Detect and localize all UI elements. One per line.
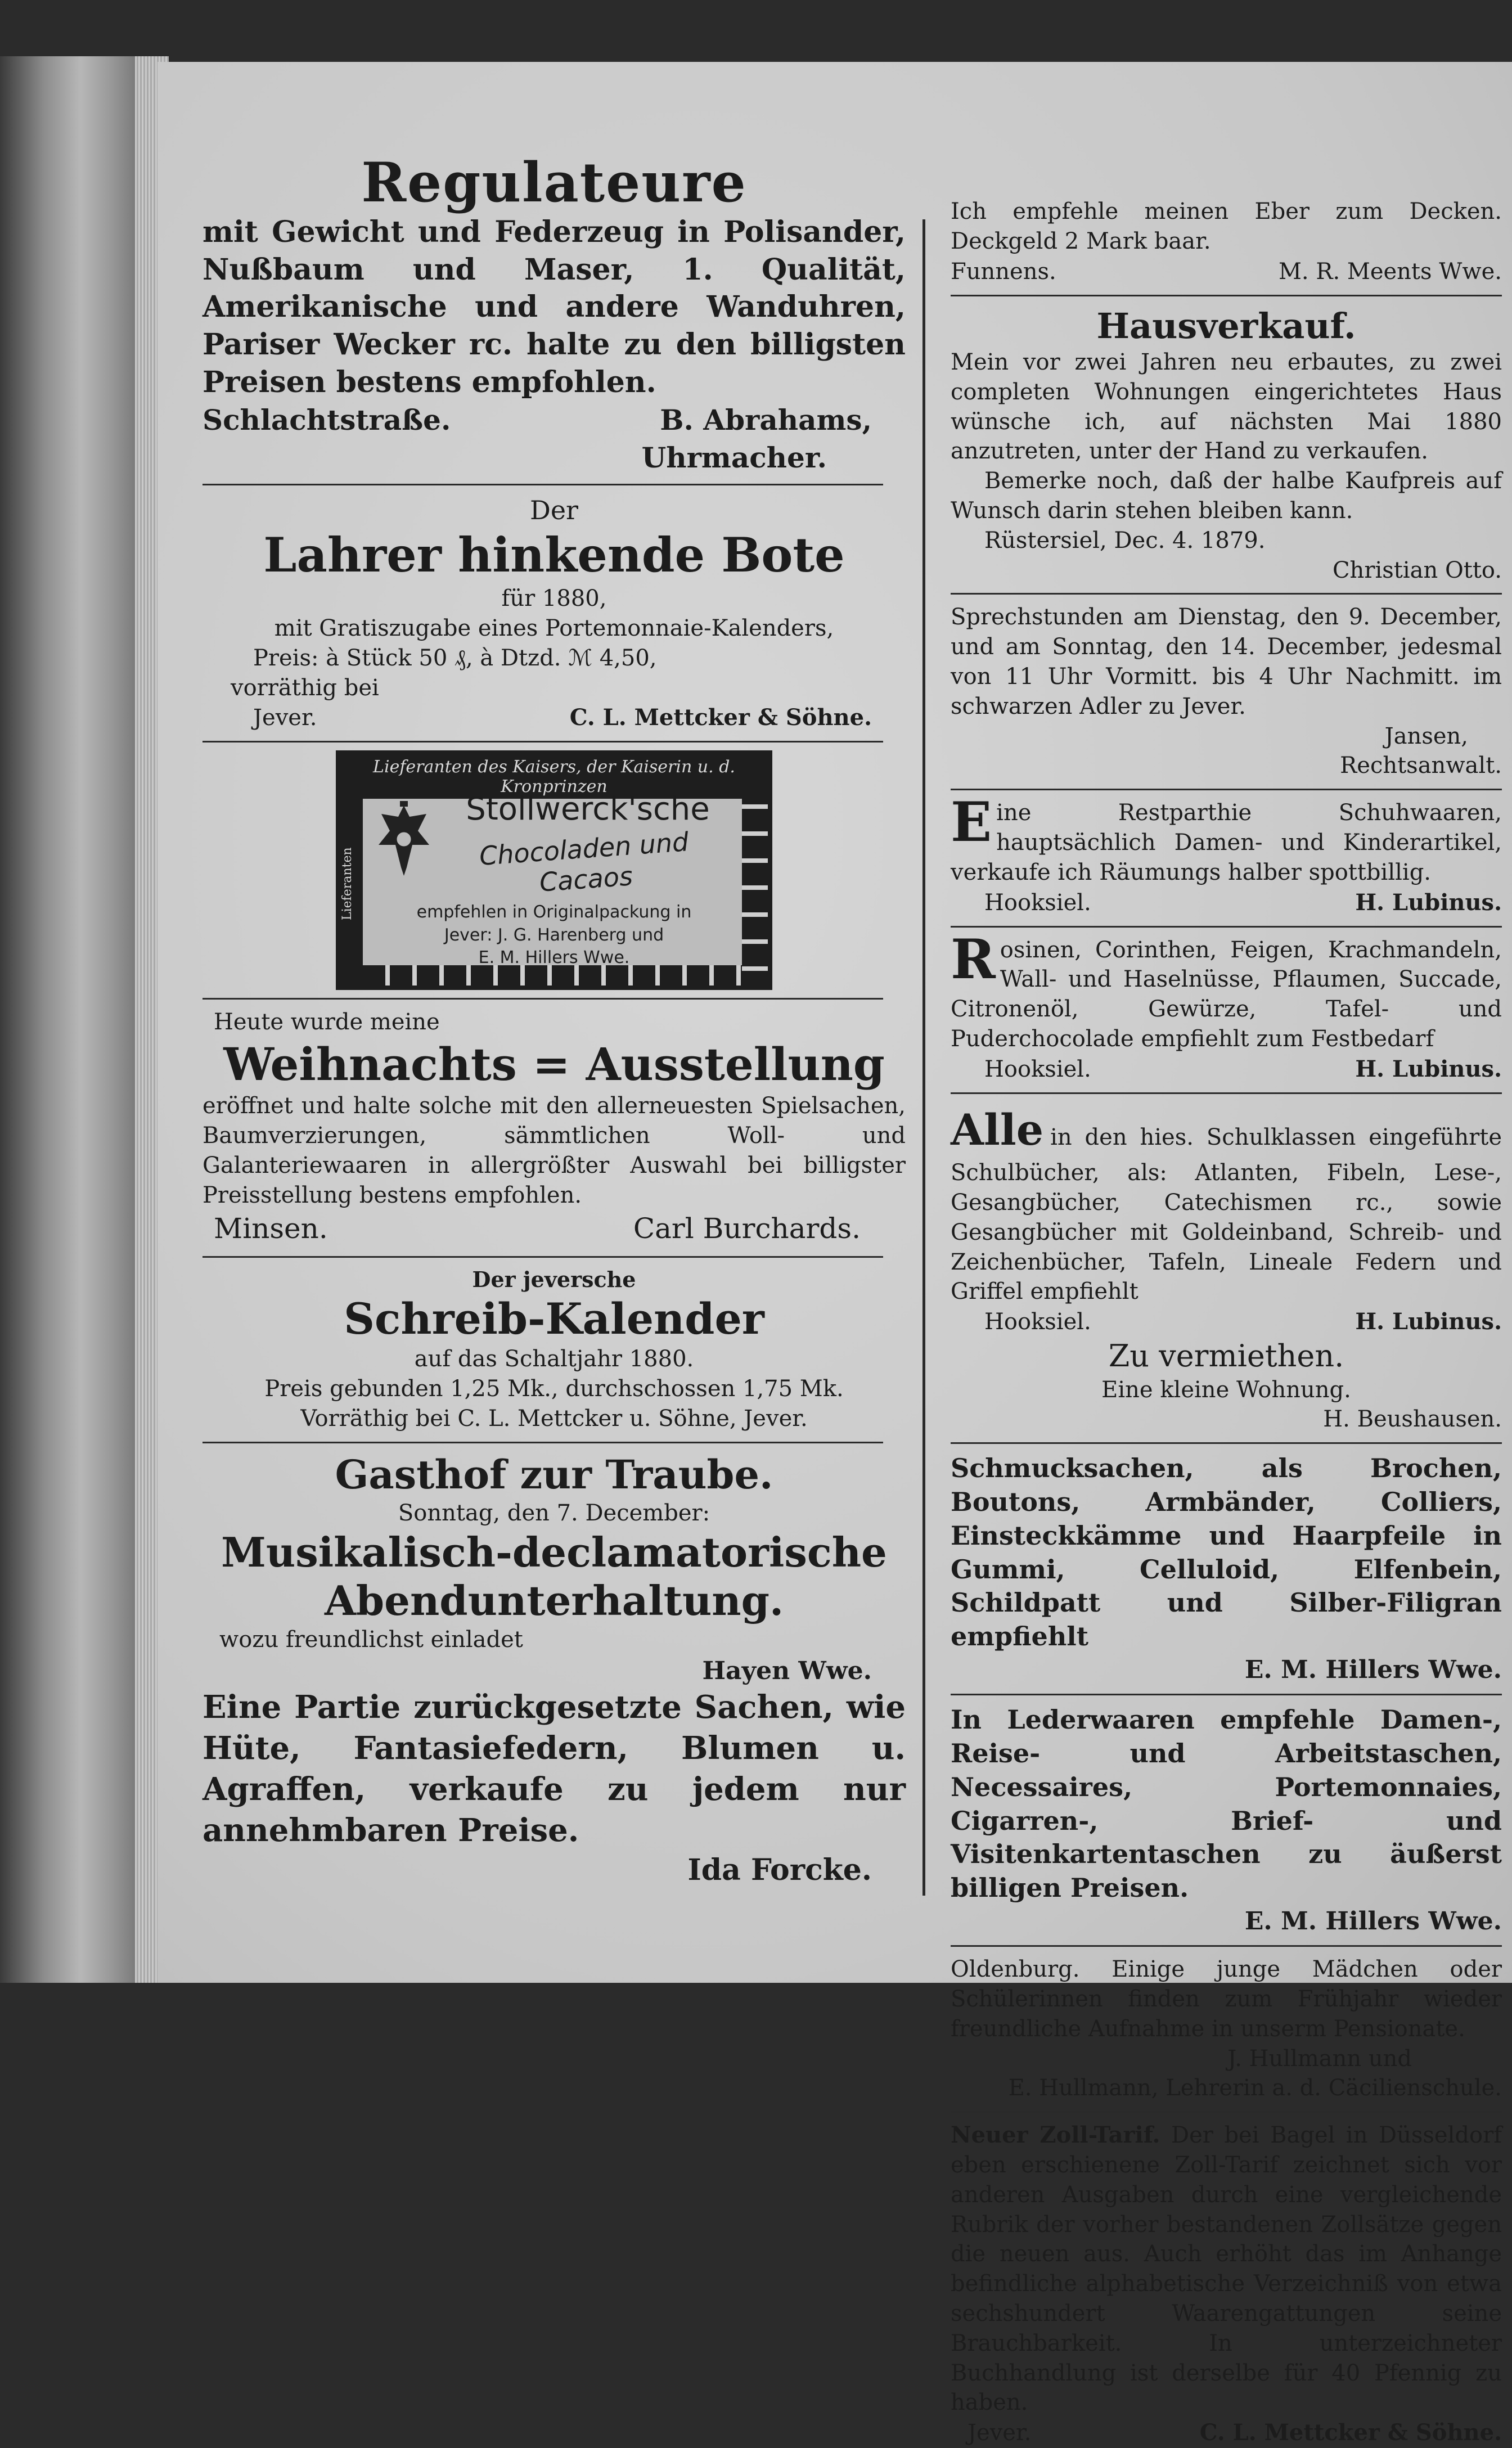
ad-line: für 1880,	[501, 586, 607, 612]
ad-weihnachts-ausstellung	[202, 1007, 906, 1248]
right-column	[951, 197, 1502, 2448]
ad-text: Schmucksachen, als Brochen, Boutons, Armbänder, Colliers, Einsteckkämme und Haarpfeile in Gummi, Celluloid, Elfenbein, Schildpatt und Silber-Filigran empfiehlt	[951, 1453, 1502, 1652]
divider	[202, 1256, 883, 1258]
ad-regulateure	[202, 152, 906, 476]
ad-place: Hooksiel.	[984, 889, 1091, 916]
ad-sprechstunden	[951, 602, 1502, 781]
ad-stollwerck	[202, 750, 906, 990]
decorative-border	[742, 782, 768, 986]
stollwerck-brand: Stollwerck'sche	[466, 791, 710, 828]
ad-signature: Hayen Wwe.	[702, 1657, 872, 1686]
ad-place-date: Rüstersiel, Dec. 4. 1879.	[984, 527, 1266, 554]
ad-invite: wozu freundlichst einladet	[219, 1627, 523, 1653]
ad-place: Schlachtstraße.	[202, 403, 451, 437]
ad-text: in den hies. Schulklassen eingeführte Schulbücher, als: Atlanten, Fibeln, Lese-, Gesangbücher, Catechismen rc., sowie Gesangbücher mit Goldeinband, Schreib- und Zeichenbücher, Tafeln, Lineale Federn und Griffel empfiehlt	[951, 1124, 1502, 1305]
divider	[951, 926, 1502, 928]
divider	[951, 593, 1502, 595]
ad-text: Oldenburg. Einige junge Mädchen oder Schülerinnen finden zum Frühjahr wieder freundliche Aufnahme in unserm Pensionate.	[951, 1956, 1502, 2042]
ad-signature: Rechtsanwalt.	[1340, 753, 1502, 779]
ad-line: mit Gratiszugabe eines Portemonnaie-Kalenders,	[274, 615, 834, 641]
ad-line: Preis: à Stück 50 ₰, à Dtzd. ℳ 4,50,	[253, 645, 657, 671]
ad-line: E. M. Hillers Wwe.	[478, 948, 630, 968]
ad-line: vorräthig bei	[231, 674, 379, 701]
stollwerck-side-label: Lieferanten	[340, 782, 363, 986]
eagle-crest-icon	[373, 800, 435, 879]
ad-signature: C. L. Mettcker & Söhne.	[1199, 2419, 1502, 2446]
ad-signature: H. Lubinus.	[1355, 889, 1502, 916]
ad-date: Sonntag, den 7. December:	[398, 1500, 710, 1526]
ad-schuhwaaren	[951, 790, 1502, 917]
ad-signature: Ida Forcke.	[687, 1852, 872, 1887]
stollwerck-graphic	[336, 750, 772, 990]
ad-signature-row	[951, 2418, 1502, 2448]
ad-pensionat	[951, 1955, 1502, 2103]
ad-signature: Carl Burchards.	[633, 1212, 861, 1245]
ad-place: Minsen.	[214, 1212, 328, 1245]
ad-signature-row	[951, 888, 1502, 918]
ad-line: auf das Schaltjahr 1880.	[414, 1346, 694, 1372]
divider	[951, 1442, 1502, 1444]
ad-text: In Lederwaaren empfehle Damen-, Reise- und Arbeitstaschen, Necessaires, Portemonnaies, Cigarren-, Brief- und Visitenkartentaschen zu äußerst billigen Preisen.	[951, 1704, 1502, 1904]
divider	[202, 741, 883, 742]
ad-line: Jever: J. G. Harenberg und	[444, 925, 664, 945]
ad-line: Vorräthig bei C. L. Mettcker u. Söhne, Jever.	[300, 1405, 808, 1432]
ad-signature: E. M. Hillers Wwe.	[1244, 1655, 1502, 1684]
drop-cap: R	[951, 927, 996, 991]
ad-line: Preis gebunden 1,25 Mk., durchschossen 1,75 Mk.	[264, 1376, 844, 1402]
ad-hausverkauf	[951, 304, 1502, 586]
divider	[951, 1092, 1502, 1094]
stollwerck-banner: Lieferanten des Kaisers, der Kaiserin u. d. Kronprinzen	[340, 755, 768, 799]
ad-body	[951, 790, 1502, 887]
ad-pre: Heute wurde meine	[214, 1009, 440, 1036]
divider	[202, 998, 883, 1000]
ad-title: Regulateure	[361, 151, 747, 214]
ad-hinkende-bote	[202, 493, 906, 734]
ad-place: Jever.	[253, 705, 317, 731]
ad-title: Gasthof zur Traube.	[335, 1451, 773, 1498]
ad-partie-sachen	[202, 1687, 906, 1889]
ad-signature: E. Hullmann, Lehrerin a. d. Cäcilienschule.	[1008, 2075, 1502, 2102]
ad-title: Schreib-Kalender	[344, 1294, 764, 1344]
ad-text: eröffnet und halte solche mit den allerneuesten Spielsachen, Baumverzierungen, sämmtlichen Woll- und Galanteriewaaren in allergrößter Auswahl bei billigster Preisstellung bestens empfohlen.	[202, 1093, 906, 1208]
ad-event: Musikalisch-declamatorische	[221, 1528, 887, 1576]
ad-title: Hausverkauf.	[1096, 305, 1356, 346]
ad-pre: Der	[529, 494, 579, 525]
ad-text: Mein vor zwei Jahren neu erbautes, zu zwei completen Wohnungen eingerichtetes Haus wünsche ich, auf nächsten Mai 1880 anzutreten, unter der Hand zu verkaufen.	[951, 349, 1502, 465]
divider	[202, 1442, 883, 1443]
ad-body	[951, 1102, 1502, 1307]
ad-text: Eine Partie zurückgesetzte Sachen, wie Hüte, Fantasiefedern, Blumen u. Agraffen, verkaufe zu jedem nur annehmbaren Preise.	[202, 1689, 906, 1849]
ad-signature-row	[951, 1054, 1502, 1084]
divider	[202, 484, 883, 485]
ad-text: ine Restparthie Schuhwaaren, hauptsächlich Damen- und Kinderartikel, verkaufe ich Räumungs halber spottbillig.	[951, 800, 1502, 885]
ad-title: Zu vermiethen.	[1108, 1338, 1344, 1374]
ad-text: Sprechstunden am Dienstag, den 9. December, und am Sonntag, den 14. December, jedesmal von 11 Uhr Vormitt. bis 4 Uhr Nachmitt. im schwarzen Adler zu Jever.	[951, 604, 1502, 719]
column-divider	[922, 219, 925, 1896]
ad-zu-vermiethen	[951, 1337, 1502, 1434]
ad-place: Funnens.	[951, 258, 1056, 285]
ad-text: osinen, Corinthen, Feigen, Krachmandeln, Wall- und Haselnüsse, Pflaumen, Succade, Citronenöl, Gewürze, Tafel- und Puderchocolade empfiehlt zum Festbedarf	[951, 937, 1502, 1052]
ad-schulbuecher	[951, 1102, 1502, 1337]
ad-rosinen	[951, 927, 1502, 1084]
ad-lead: Alle	[951, 1104, 1044, 1155]
stollwerck-info	[374, 901, 734, 970]
ad-signature: E. M. Hillers Wwe.	[1244, 1906, 1502, 1936]
ad-signature: Christian Otto.	[1332, 557, 1502, 583]
divider	[951, 789, 1502, 790]
ad-text: Eine kleine Wohnung.	[1101, 1376, 1351, 1403]
ad-signature-row	[951, 1307, 1502, 1337]
ad-schreib-kalender	[202, 1266, 906, 1434]
divider	[951, 295, 1502, 296]
ad-signature: H. Lubinus.	[1355, 1055, 1502, 1082]
ad-text: Bemerke noch, daß der halbe Kaufpreis auf Wunsch darin stehen bleiben kann.	[951, 468, 1502, 524]
drop-cap: E	[951, 790, 992, 854]
ad-line: empfehlen in Originalpackung in	[416, 902, 692, 922]
ad-signature: C. L. Mettcker & Söhne.	[569, 704, 872, 731]
ad-signature-row	[202, 703, 906, 733]
ad-place: Jever.	[968, 2420, 1032, 2446]
ad-signature: B. Abrahams,	[660, 403, 872, 437]
ad-signature: H. Beushausen.	[1323, 1406, 1502, 1433]
divider	[951, 1694, 1502, 1695]
book-edge	[0, 56, 146, 1983]
ad-signature: M. R. Meents Wwe.	[1278, 258, 1502, 285]
ad-signature-row	[202, 1210, 906, 1248]
ad-text: Ich empfehle meinen Eber zum Decken. Deckgeld 2 Mark baar.	[951, 199, 1502, 254]
ad-body	[951, 2121, 1502, 2418]
ad-event: Abendunterhaltung.	[324, 1576, 784, 1624]
ad-zoll-tarif	[951, 2121, 1502, 2448]
left-column	[202, 152, 906, 1889]
ad-signature: Jansen,	[1384, 723, 1468, 749]
ad-lederwaaren	[951, 1703, 1502, 1937]
ad-text: mit Gewicht und Federzeug in Polisander, Nußbaum und Maser, 1. Qualität, Amerikanische und andere Wanduhren, Pariser Wecker rc. halte zu den billigsten Preisen bestens empfohlen.	[202, 215, 906, 399]
divider	[951, 2111, 1502, 2113]
ad-signature-row	[951, 256, 1502, 287]
ad-signature-role: Uhrmacher.	[641, 440, 827, 474]
ad-body	[951, 927, 1502, 1054]
stollwerck-products: Chocoladen und Cacaos	[478, 826, 690, 898]
ad-gasthof-traube	[202, 1451, 906, 1688]
ad-title: Lahrer hinkende Bote	[263, 527, 845, 583]
ad-lead: Neuer Zoll-Tarif.	[951, 2122, 1160, 2149]
ad-eber	[951, 197, 1502, 287]
ad-place: Hooksiel.	[984, 1309, 1091, 1335]
ad-schmucksachen	[951, 1452, 1502, 1686]
ad-signature: J. Hullmann und	[1227, 2045, 1412, 2072]
ad-title: Weihnachts = Ausstellung	[223, 1038, 885, 1091]
ad-pre: Der jeversche	[472, 1266, 636, 1292]
ad-text: Der bei Bagel in Düsseldorf eben erschienene Zoll-Tarif zeichnet sich vor anderen Ausgaben durch eine vergleichende Rubrik der vorher bestandenen Zollsätze gegen die neuen aus. Auch erhöht das im Anhange befindliche alphabetische Verzeichniß von etwa sechshundert Waarengattungen seine Brauchbarkeit. In unterzeichneter Buchhandlung ist derselbe für 40 Pfennig zu haben.	[951, 2122, 1502, 2416]
ad-signature-row	[202, 401, 906, 439]
divider	[951, 1945, 1502, 1947]
ad-signature: H. Lubinus.	[1355, 1308, 1502, 1335]
ad-place: Hooksiel.	[984, 1056, 1091, 1082]
